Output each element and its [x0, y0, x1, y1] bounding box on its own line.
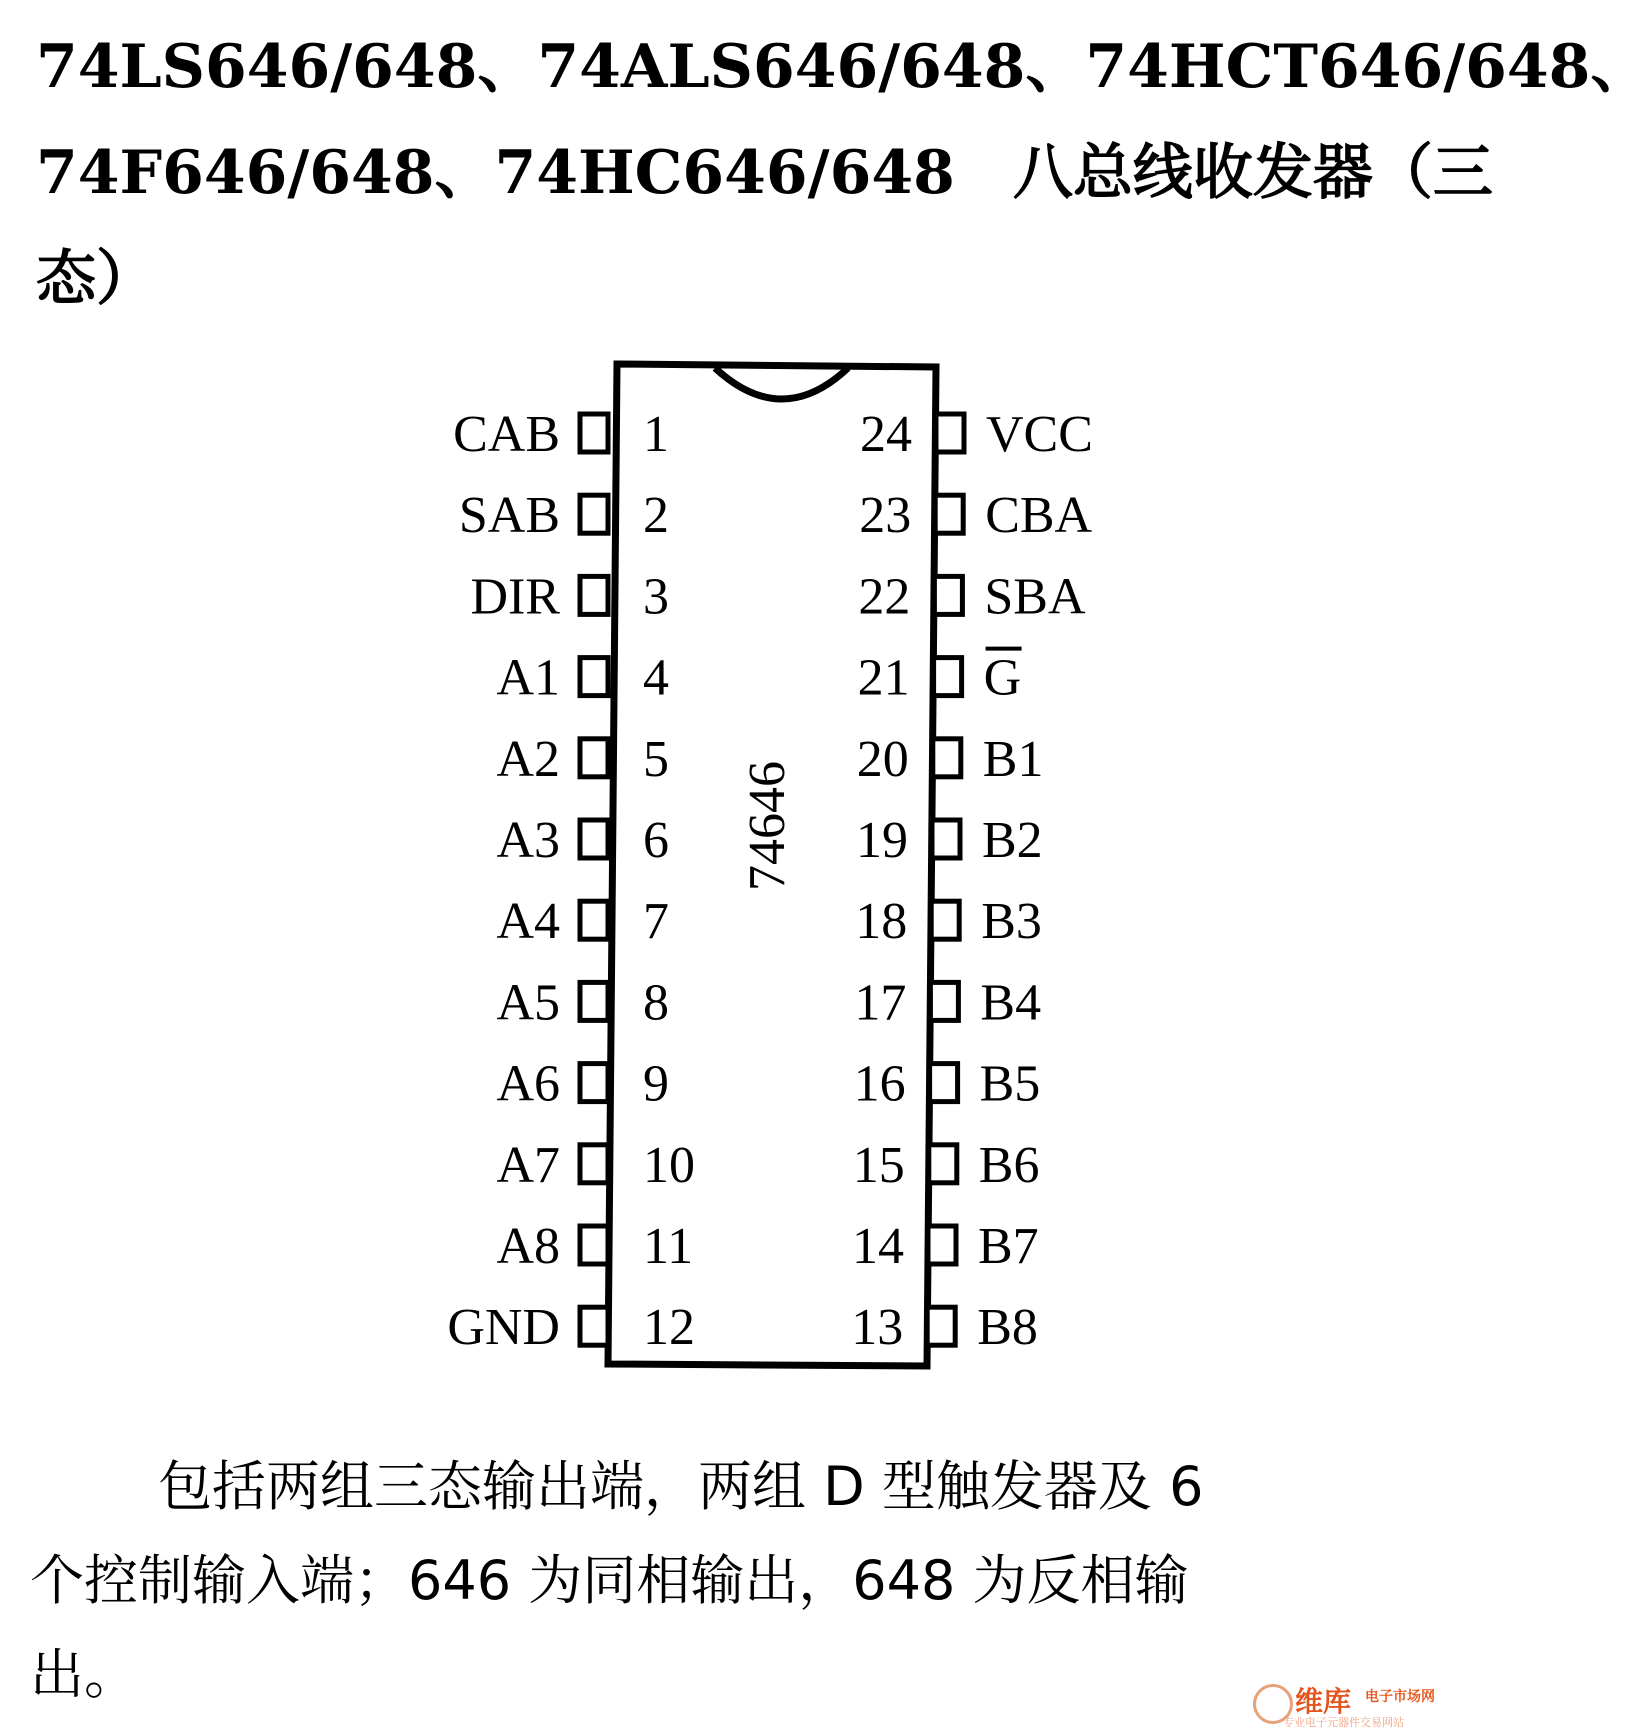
pin-15-number: 15 — [852, 1136, 905, 1194]
pin-24 — [860, 406, 1093, 463]
pin-18-label: B3 — [981, 893, 1042, 951]
pin-23-label: CBA — [985, 487, 1093, 545]
pin-10-label: A7 — [496, 1136, 560, 1194]
description-line-3: 出。 — [30, 1643, 138, 1706]
pin-14-number: 14 — [852, 1218, 904, 1275]
pin-24-label: VCC — [986, 406, 1093, 463]
pin-8-number: 8 — [643, 974, 669, 1032]
watermark — [1253, 1680, 1443, 1728]
pin-9-pad — [580, 1064, 608, 1102]
pin-7-pad — [580, 901, 608, 939]
pin-13-pad — [927, 1307, 955, 1345]
pin-19-pad — [932, 820, 960, 858]
pin-6-pad — [580, 820, 608, 858]
pin-23-pad — [935, 495, 963, 533]
pin-4-label: A1 — [496, 649, 560, 707]
pin-4-pad — [580, 658, 608, 696]
pin-3-label: DIR — [470, 568, 560, 626]
pin-15-label: B6 — [978, 1136, 1040, 1194]
pin-17-label: B4 — [980, 974, 1042, 1032]
pin-12-number: 12 — [643, 1299, 695, 1357]
pin-22-label: SBA — [984, 568, 1086, 626]
pin-2-pad — [580, 495, 608, 533]
pin-15-pad — [929, 1145, 957, 1183]
title-line-3: 态） — [36, 244, 156, 314]
pin-17-pad — [930, 982, 958, 1020]
pin-18-pad — [931, 901, 959, 939]
pin-10-number: 10 — [643, 1136, 695, 1194]
pin-16-label: B5 — [979, 1055, 1041, 1113]
pin-16 — [854, 1056, 1041, 1113]
pin-21 — [858, 649, 1022, 707]
pin-5 — [496, 731, 669, 788]
pin-12-pad — [580, 1307, 608, 1345]
pin-14-label: B7 — [978, 1218, 1039, 1275]
pin-19-number: 19 — [856, 812, 908, 869]
pin-24-number: 24 — [860, 406, 912, 463]
pin-16-number: 16 — [853, 1055, 906, 1113]
pin-14 — [852, 1218, 1039, 1275]
pin-1-label: CAB — [453, 406, 560, 463]
pin-1-number: 1 — [643, 406, 669, 463]
pin-21-number: 21 — [857, 649, 910, 707]
pin-17 — [854, 974, 1041, 1031]
pin-21-label: G — [983, 649, 1022, 707]
pin-2-label: SAB — [458, 487, 560, 545]
pin-22-pad — [934, 576, 962, 614]
pin-19-label: B2 — [982, 812, 1043, 869]
pin-6 — [496, 812, 669, 869]
pin-5-number: 5 — [643, 730, 669, 788]
pin-8 — [496, 974, 669, 1031]
pin-19 — [856, 812, 1043, 869]
description — [30, 1440, 1390, 1722]
pin-13 — [851, 1299, 1038, 1356]
pin-6-number: 6 — [643, 812, 669, 869]
pin-11-number: 11 — [643, 1218, 694, 1275]
title-line-2-part-2: 八总线收发器（三 — [1012, 138, 1493, 208]
pin-16-pad — [930, 1064, 958, 1102]
pin-9-number: 9 — [643, 1055, 669, 1113]
title-line-2-part-1: 74F646/648、74HC646/648 — [36, 138, 955, 208]
pin-8-label: A5 — [496, 974, 560, 1032]
pin-10 — [496, 1137, 695, 1194]
pin-2-number: 2 — [643, 487, 669, 545]
pin-1-pad — [580, 414, 608, 452]
pin-9-label: A6 — [496, 1055, 560, 1113]
description-line-2: 个控制输入端；646 为同相输出，648 为反相输 — [30, 1549, 1189, 1612]
pin-11 — [496, 1218, 693, 1275]
pin-20-pad — [933, 739, 961, 777]
pin-20 — [857, 731, 1044, 788]
pin-8-pad — [580, 982, 608, 1020]
watermark-tagline: 专业电子元器件交易网站 — [1283, 1716, 1404, 1729]
pin-18-number: 18 — [855, 893, 908, 951]
pin-23 — [859, 487, 1092, 544]
pin-3-pad — [580, 576, 608, 614]
pin-20-number: 20 — [856, 730, 909, 788]
watermark-main-text: 维库 — [1295, 1685, 1352, 1718]
description-line-1-text: 包括两组三态输出端，两组 D 型触发器及 6 — [158, 1455, 1204, 1518]
watermark-sub-text: 电子市场网 — [1365, 1689, 1435, 1705]
pin-24-pad — [936, 414, 964, 452]
pin-13-label: B8 — [977, 1299, 1038, 1357]
pin-13-number: 13 — [851, 1299, 904, 1357]
pin-3-number: 3 — [643, 568, 669, 626]
chip-name: 74646 — [739, 761, 796, 891]
pin-22 — [858, 568, 1086, 625]
pin-12-label: GND — [447, 1299, 560, 1357]
description-line-1 — [30, 1440, 1390, 1534]
pin-7-number: 7 — [643, 893, 669, 951]
pin-6-label: A3 — [496, 812, 560, 869]
pin-4 — [496, 650, 669, 707]
pin-12 — [447, 1299, 695, 1356]
pin-15 — [853, 1137, 1040, 1194]
pin-21-pad — [934, 658, 962, 696]
pin-5-label: A2 — [496, 730, 560, 788]
pin-4-number: 4 — [643, 649, 669, 707]
pin-22-number: 22 — [858, 568, 911, 626]
pin-14-pad — [928, 1226, 956, 1264]
pin-7 — [496, 893, 669, 950]
pin-17-number: 17 — [854, 974, 907, 1032]
pin-11-label: A8 — [496, 1218, 560, 1275]
pin-11-pad — [580, 1226, 608, 1264]
pin-7-label: A4 — [496, 893, 560, 951]
pin-20-label: B1 — [982, 730, 1044, 788]
pin-5-pad — [580, 739, 608, 777]
pin-10-pad — [580, 1145, 608, 1183]
title-line-1: 74LS646/648、74ALS646/648、74HCT646/648、 — [36, 32, 1650, 102]
pin-9 — [496, 1056, 669, 1113]
pin-23-number: 23 — [859, 487, 912, 545]
pin-18 — [855, 893, 1042, 950]
